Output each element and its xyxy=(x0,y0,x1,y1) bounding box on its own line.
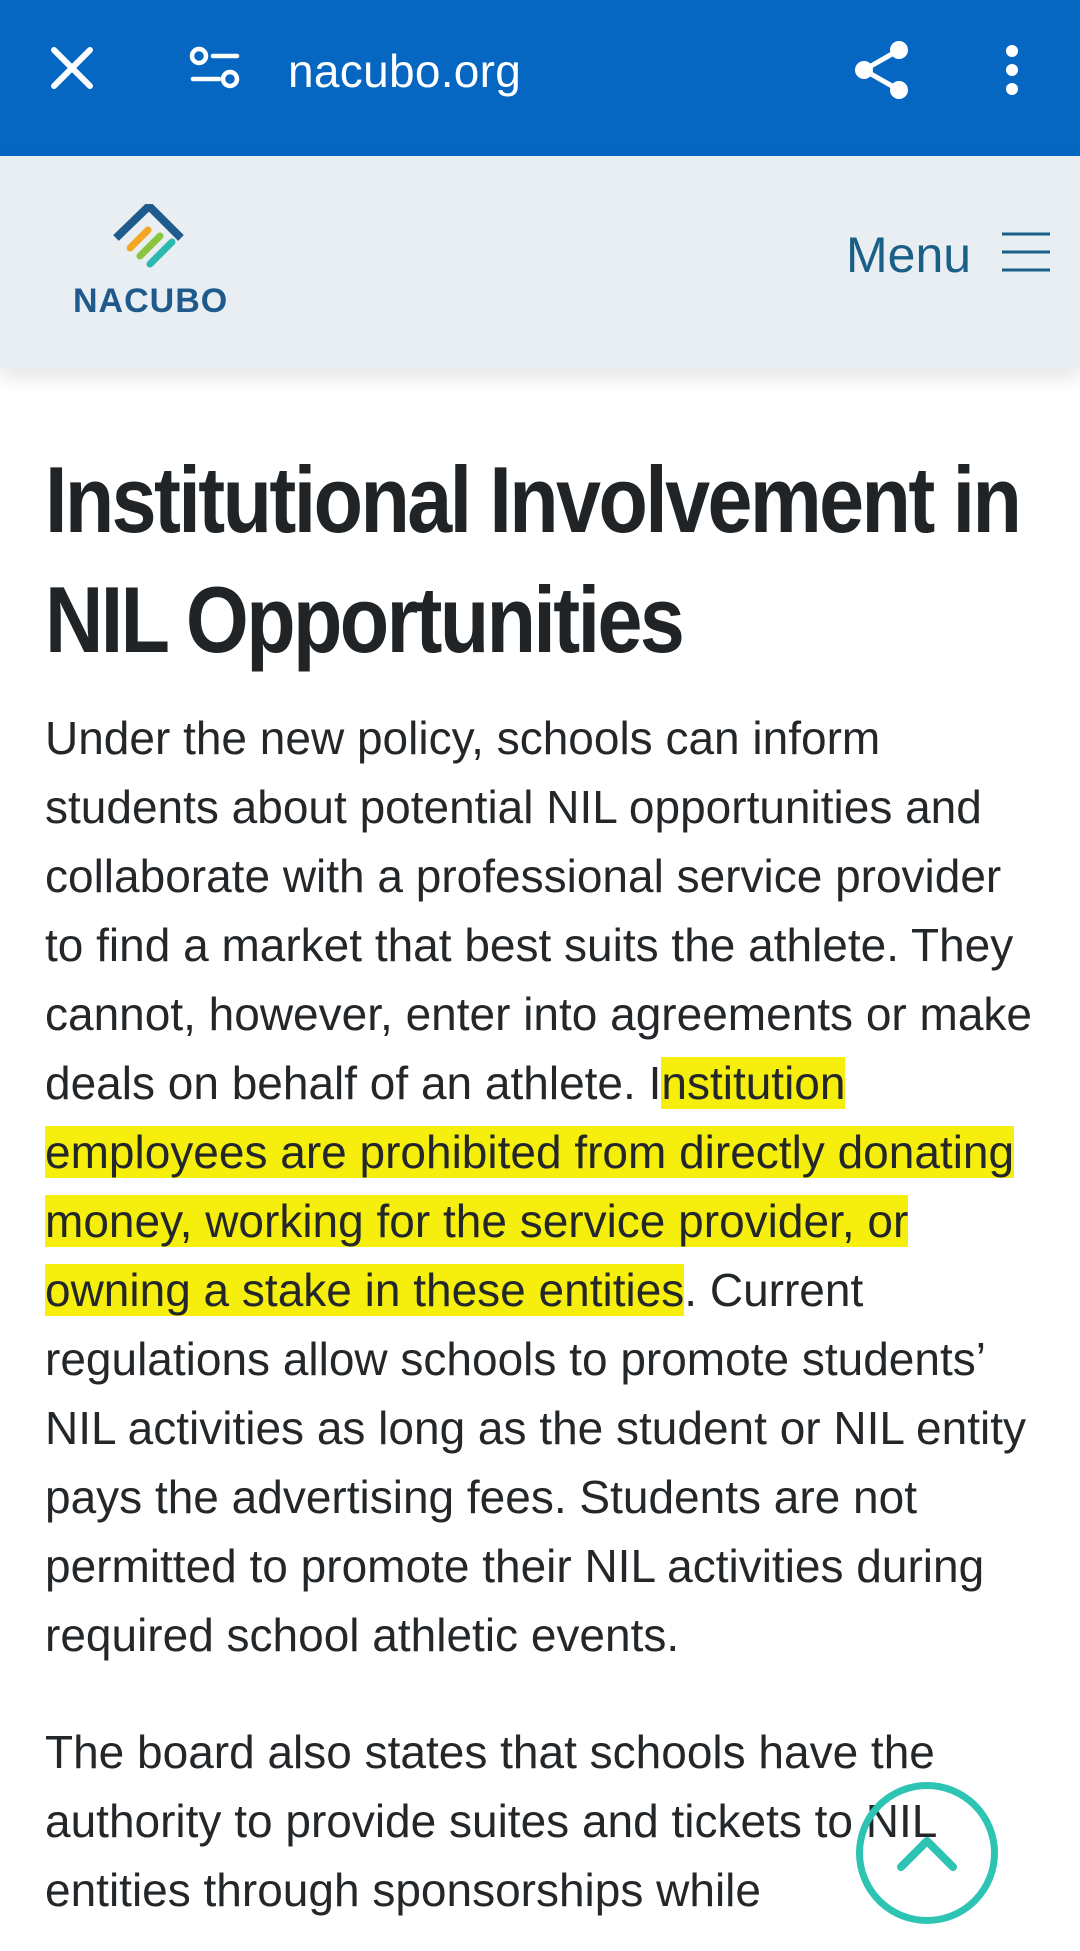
share-button[interactable] xyxy=(848,36,916,104)
chevron-up-icon xyxy=(895,1833,959,1873)
menu-button-label[interactable]: Menu xyxy=(846,227,972,283)
logo-text: NACUBO xyxy=(73,282,229,320)
nacubo-logo-mark-icon xyxy=(70,204,230,284)
article-paragraph: The board also states that schools have the authority to provide suites and tickets to NIL entities through sponsorships while xyxy=(45,1726,936,1916)
back-to-top-button[interactable] xyxy=(856,1782,998,1924)
close-icon xyxy=(49,45,95,91)
share-icon xyxy=(852,39,912,101)
site-settings-icon xyxy=(189,46,241,90)
article-body xyxy=(45,440,1045,1925)
nacubo-logo[interactable] xyxy=(70,204,230,320)
paragraph-text: . Current regulations allow schools to promote students’ NIL activities as long as the student or NIL entity pays the advertising fees. Students are not permitted to promote their NIL activities during required school athletic events. xyxy=(45,1264,1026,1661)
more-options-button[interactable] xyxy=(984,36,1040,104)
article-paragraph xyxy=(45,704,1050,1670)
browser-toolbar xyxy=(0,0,1080,156)
url-text[interactable]: nacubo.org xyxy=(288,45,522,97)
menu-icon[interactable] xyxy=(1000,228,1052,276)
site-settings-button[interactable] xyxy=(185,38,245,98)
site-header xyxy=(0,156,1080,368)
highlighted-text: nstitution employees are prohibited from directly donating money, working for the service provider, or owning a stake in these entities xyxy=(45,1057,1015,1316)
section-heading: Institutional Involvement in NIL Opportunities xyxy=(45,447,1020,672)
paragraph-text: Under the new policy, schools can inform students about potential NIL opportunities and collaborate with a professional service provider to find a market that best suits the athlete. They cannot, however, enter into agreements or make deals on behalf of an athlete. I xyxy=(45,712,1033,1109)
close-button[interactable] xyxy=(42,38,102,98)
more-vert-icon xyxy=(1004,44,1020,96)
